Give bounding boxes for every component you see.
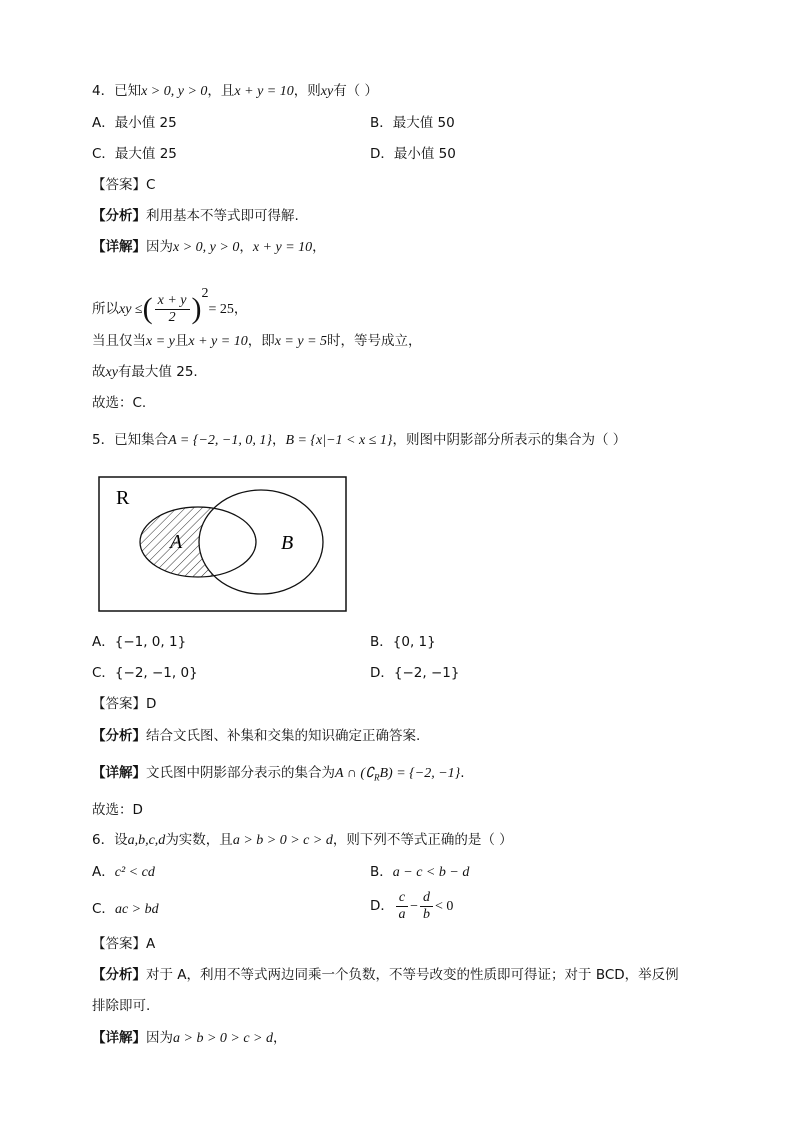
fraction-denominator: a bbox=[398, 906, 406, 922]
q4-stem bbox=[92, 81, 378, 102]
q4-option-a: A．最小值 25 bbox=[92, 115, 177, 131]
option-label: B． bbox=[370, 864, 393, 880]
detail-math: x + y = 10 bbox=[188, 334, 248, 349]
option-math: < 0 bbox=[435, 899, 454, 914]
q4-analysis bbox=[92, 206, 299, 226]
q4-detail-line-3 bbox=[92, 331, 422, 352]
detail-text: ， bbox=[273, 1030, 287, 1046]
detail-text: 且 bbox=[174, 333, 189, 349]
analysis-text: 结合文氏图、补集和交集的知识确定正确答案. bbox=[146, 728, 421, 744]
detail-math: B) = {−2, −1} bbox=[379, 766, 461, 781]
q5-option-b: B．{0, 1} bbox=[370, 634, 436, 650]
detail-text: . bbox=[460, 765, 465, 781]
q4-option-b: B．最大值 50 bbox=[370, 115, 455, 131]
detail-text: ， bbox=[233, 301, 248, 317]
q5-text: ， bbox=[271, 432, 286, 448]
set-b-label: B bbox=[281, 532, 294, 554]
option-math: c² < cd bbox=[114, 865, 155, 880]
minus-sign: − bbox=[410, 899, 419, 914]
q4-condition: x > 0, y > 0 bbox=[141, 84, 208, 99]
q6-text: ，则下列不等式正确的是（ ） bbox=[332, 832, 513, 848]
q4-text: 有（ ） bbox=[333, 83, 378, 99]
q4-answer: 【答案】C bbox=[92, 177, 156, 193]
option-label: C． bbox=[92, 901, 115, 917]
fraction-numerator: c bbox=[396, 890, 408, 907]
q5-text: ，则图中阴影部分所表示的集合为（ ） bbox=[392, 432, 627, 448]
detail-text: 所以 bbox=[92, 301, 119, 317]
fraction bbox=[155, 293, 190, 326]
detail-text: 故 bbox=[92, 364, 106, 380]
fraction bbox=[420, 890, 433, 923]
detail-tag: 【详解】 bbox=[92, 239, 146, 255]
q5-set-a: A = {−2, −1, 0, 1} bbox=[168, 433, 272, 448]
q5-choice: 故选：D bbox=[92, 802, 143, 818]
q6-variables: a,b,c,d bbox=[127, 833, 166, 848]
q5-analysis bbox=[92, 726, 420, 746]
q4-option-c: C．最大值 25 bbox=[92, 146, 177, 162]
analysis-text: 利用基本不等式即可得解. bbox=[146, 208, 299, 224]
detail-text: ， bbox=[239, 239, 253, 255]
q6-option-c bbox=[92, 899, 159, 920]
q5-detail bbox=[92, 763, 465, 788]
complement-subscript: R bbox=[373, 772, 380, 783]
fraction bbox=[396, 890, 408, 923]
venn-diagram bbox=[98, 476, 348, 613]
detail-math: a > b > 0 > c > d bbox=[173, 1031, 274, 1046]
q6-option-a bbox=[92, 862, 155, 883]
detail-math: A ∩ (∁ bbox=[335, 766, 374, 781]
set-a-label: A bbox=[170, 531, 183, 553]
detail-tag: 【详解】 bbox=[92, 765, 146, 781]
q4-option-d: D．最小值 50 bbox=[370, 146, 456, 162]
q6-option-b bbox=[370, 862, 469, 883]
detail-text: 因为 bbox=[146, 1030, 173, 1046]
fraction-numerator: x + y bbox=[155, 293, 190, 310]
analysis-tag: 【分析】 bbox=[92, 208, 146, 224]
q6-stem bbox=[92, 830, 513, 851]
q4-equation: x + y = 10 bbox=[234, 84, 294, 99]
fraction-denominator: 2 bbox=[168, 309, 176, 325]
q4-detail-line-4 bbox=[92, 362, 198, 383]
analysis-text: 对于 A，利用不等式两边同乘一个负数，不等号改变的性质即可得证；对于 BCD，举反例 bbox=[146, 967, 679, 983]
q5-stem bbox=[92, 430, 626, 451]
left-paren: ( bbox=[142, 292, 153, 325]
option-label: A． bbox=[92, 864, 115, 880]
q6-option-d bbox=[370, 888, 453, 925]
option-label: D． bbox=[370, 898, 394, 914]
right-paren: ) bbox=[191, 292, 202, 325]
detail-text: 因为 bbox=[146, 239, 173, 255]
option-math: ac > bd bbox=[114, 902, 159, 917]
q6-analysis-line-1 bbox=[92, 965, 679, 985]
q4-choice: 故选：C. bbox=[92, 395, 147, 411]
shaded-region bbox=[98, 476, 348, 613]
q4-text: ，且 bbox=[207, 83, 235, 99]
q5-set-b: B = {x|−1 < x ≤ 1} bbox=[285, 433, 393, 448]
detail-tag: 【详解】 bbox=[92, 1030, 146, 1046]
q5-option-c: C．{−2, −1, 0} bbox=[92, 665, 198, 681]
detail-text: 时，等号成立， bbox=[327, 333, 422, 349]
detail-text: 文氏图中阴影部分表示的集合为 bbox=[146, 765, 335, 781]
detail-math: xy ≤ bbox=[119, 302, 143, 317]
q6-answer: 【答案】A bbox=[92, 936, 156, 952]
detail-text: 当且仅当 bbox=[92, 333, 146, 349]
q6-number: 6．设 bbox=[92, 832, 128, 848]
analysis-tag: 【分析】 bbox=[92, 728, 146, 744]
analysis-tag: 【分析】 bbox=[92, 967, 146, 983]
detail-text: 有最大值 25. bbox=[117, 364, 198, 380]
fraction-numerator: d bbox=[420, 890, 433, 907]
q4-text: ，则 bbox=[293, 83, 321, 99]
q5-answer: 【答案】D bbox=[92, 696, 157, 712]
detail-math: x = y = 5 bbox=[274, 334, 328, 349]
detail-text: ，即 bbox=[247, 333, 275, 349]
detail-math: x + y = 10 bbox=[252, 240, 313, 255]
q6-condition: a > b > 0 > c > d bbox=[232, 833, 333, 848]
q5-option-d: D．{−2, −1} bbox=[370, 665, 460, 681]
q4-detail-line-2 bbox=[92, 274, 247, 330]
q6-text: 为实数，且 bbox=[165, 832, 233, 848]
exponent: 2 bbox=[201, 286, 209, 301]
detail-math: = 25 bbox=[208, 302, 234, 317]
q6-detail bbox=[92, 1028, 287, 1049]
detail-math: x > 0, y > 0 bbox=[173, 240, 240, 255]
q4-variable: xy bbox=[320, 84, 334, 99]
q5-number: 5．已知集合 bbox=[92, 432, 169, 448]
q4-number: 4．已知 bbox=[92, 83, 142, 99]
q5-option-a: A．{−1, 0, 1} bbox=[92, 634, 187, 650]
detail-text: ， bbox=[312, 239, 326, 255]
fraction-denominator: b bbox=[423, 906, 431, 922]
detail-math: x = y bbox=[146, 334, 175, 349]
detail-math: xy bbox=[105, 365, 118, 380]
q4-detail-line-1 bbox=[92, 237, 326, 258]
q6-analysis-line-2: 排除即可. bbox=[92, 998, 151, 1014]
universe-label: R bbox=[116, 487, 130, 509]
option-math: a − c < b − d bbox=[392, 865, 470, 880]
